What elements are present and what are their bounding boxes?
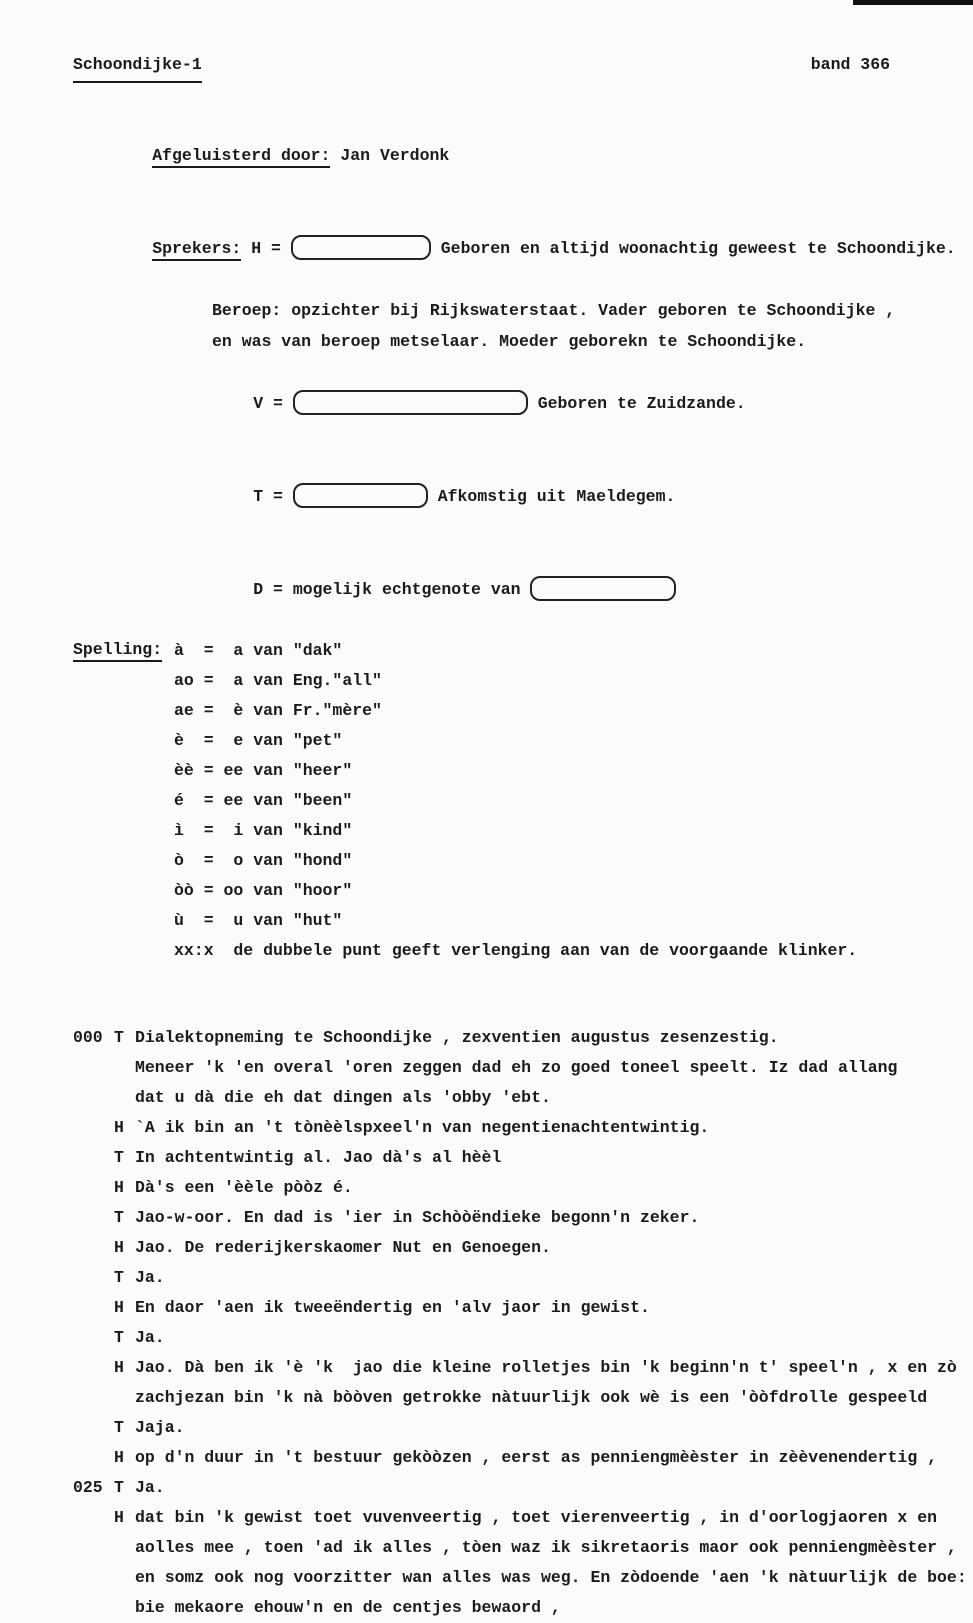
- tape-counter: [73, 1083, 114, 1113]
- spelling-row: xx:x de dubbele punt geeft verlenging aan van de voorgaande klinker.: [174, 941, 858, 960]
- tape-counter: [73, 1533, 114, 1563]
- transcript-row: [73, 1113, 973, 1143]
- speakers-label: Sprekers:: [152, 239, 241, 261]
- utterance-text: Ja.: [135, 1328, 165, 1347]
- speaker-code: T: [114, 1478, 124, 1497]
- utterance-text: `A ik bin an 't tònèèlspxeel'n van negentienachtentwintig.: [135, 1118, 710, 1137]
- spelling-row: ù = u van "hut": [174, 911, 343, 930]
- speaker-v-line: [174, 357, 973, 450]
- spelling-row: é = ee van "been": [174, 791, 353, 810]
- utterance-text: Jaja.: [135, 1418, 185, 1437]
- transcript-row: [73, 1413, 973, 1443]
- spelling-label: Spelling:: [73, 640, 162, 662]
- transcript-row: [73, 1083, 973, 1113]
- utterance-text: en somz ook nog voorzitter wan alles was weg. En zòdoende 'aen 'k nàtuurlijk de boe:: [135, 1568, 967, 1587]
- speaker-code: H: [114, 1358, 124, 1377]
- tape-counter: [73, 1413, 114, 1443]
- speaker-h-prefix: H =: [241, 239, 291, 258]
- speaker-h-beroep-line: Beroep: opzichter bij Rijkswaterstaat. Vader geboren te Schoondijke ,: [212, 301, 896, 320]
- speaker-code: [114, 1083, 135, 1113]
- tape-counter: [73, 1053, 114, 1083]
- spelling-row: ò = o van "hond": [174, 851, 353, 870]
- spelling-row: òò = oo van "hoor": [174, 881, 353, 900]
- speaker-code: T: [114, 1268, 124, 1287]
- utterance-text: En daor 'aen ik tweeëndertig en 'alv jaor in gewist.: [135, 1298, 650, 1317]
- tape-counter: [73, 1143, 114, 1173]
- utterance-text: Dialektopneming te Schoondijke , zexventien augustus zesenzestig.: [135, 1028, 779, 1047]
- speaker-code: T: [114, 1328, 124, 1347]
- transcript-row: [73, 1593, 973, 1623]
- tape-counter: 025: [73, 1478, 103, 1497]
- utterance-text: Jao-w-oor. En dad is 'ier in Schòòëndieke begonn'n zeker.: [135, 1208, 700, 1227]
- utterance-text: dat bin 'k gewist toet vuvenveertig , toet vierenveertig , in d'oorlogjaoren x en: [135, 1508, 938, 1527]
- tape-counter: [73, 1173, 114, 1203]
- speaker-code: H: [114, 1178, 124, 1197]
- transcript-row: [73, 1353, 973, 1383]
- speaker-code: H: [114, 1298, 124, 1317]
- utterance-text: Jao. De rederijkerskaomer Nut en Genoegen.: [135, 1238, 551, 1257]
- speaker-h-description: Geboren en altijd woonachtig geweest te Schoondijke.: [430, 239, 956, 258]
- document-header: [73, 50, 973, 83]
- transcript-row: [73, 1293, 973, 1323]
- speaker-code: [114, 1053, 135, 1083]
- spelling-key-section: [73, 636, 973, 966]
- transcript-row: [73, 1503, 973, 1533]
- spelling-row: ao = a van Eng."all": [174, 671, 382, 690]
- document-title: Schoondijke-1: [73, 50, 202, 83]
- tape-counter: 000: [73, 1028, 103, 1047]
- tape-counter: [73, 1593, 114, 1623]
- speaker-code: T: [114, 1208, 124, 1227]
- tape-counter: [73, 1383, 114, 1413]
- tape-counter: [73, 1323, 114, 1353]
- tape-counter: [73, 1203, 114, 1233]
- speaker-code: T: [114, 1028, 124, 1047]
- transcript-row: [73, 1023, 973, 1053]
- transcript-row: [73, 1533, 973, 1563]
- transcript-row: [73, 1383, 973, 1413]
- redaction-box: [291, 235, 431, 260]
- speaker-v-prefix: V =: [253, 394, 293, 413]
- speaker-code: H: [114, 1238, 124, 1257]
- transcript-row: [73, 1173, 973, 1203]
- speaker-code: H: [114, 1448, 124, 1467]
- listened-by-line: [73, 109, 973, 202]
- speaker-t-description: Afkomstig uit Maeldegem.: [427, 487, 676, 506]
- utterance-text: op d'n duur in 't bestuur gekòòzen , eerst as penniengmèèster in zèèvenendertig ,: [135, 1448, 938, 1467]
- utterance-text: Ja.: [135, 1478, 165, 1497]
- listened-by-value: Jan Verdonk: [330, 146, 450, 165]
- transcript-rows: [73, 1023, 973, 1623]
- spelling-row: ae = è van Fr."mère": [174, 701, 382, 720]
- speaker-d-prefix: D = mogelijk echtgenote van: [253, 580, 531, 599]
- tape-counter: [73, 1563, 114, 1593]
- speaker-code: [114, 1563, 135, 1593]
- scan-edge-mark: [853, 0, 973, 5]
- spelling-row: ì = i van "kind": [174, 821, 353, 840]
- tape-counter: [73, 1263, 114, 1293]
- spelling-list: [73, 636, 973, 966]
- transcript-row: [73, 1263, 973, 1293]
- speaker-code: [114, 1593, 135, 1623]
- utterance-text: Jao. Dà ben ik 'è 'k jao die kleine rolletjes bin 'k beginn'n t' speel'n , x en zò: [135, 1358, 957, 1377]
- utterance-text: Ja.: [135, 1268, 165, 1287]
- utterance-text: Meneer 'k 'en overal 'oren zeggen dad eh zo goed toneel speelt. Iz dad allang: [135, 1058, 898, 1077]
- speaker-h-moeder-line: en was van beroep metselaar. Moeder geborekn te Schoondijke.: [212, 332, 807, 351]
- tape-counter: [73, 1293, 114, 1323]
- speaker-h-line: [73, 202, 973, 295]
- utterance-text: Dà's een 'èèle pòòz é.: [135, 1178, 353, 1197]
- redaction-box: [293, 390, 528, 415]
- speaker-code: H: [114, 1508, 124, 1527]
- redaction-box: [293, 483, 428, 508]
- utterance-text: aolles mee , toen 'ad ik alles , tòen waz ik sikretaoris maor ook penniengmèèster ,: [135, 1538, 957, 1557]
- utterance-text: dat u dà die eh dat dingen als 'obby 'ebt.: [135, 1088, 551, 1107]
- transcript-row: [73, 1053, 973, 1083]
- transcript-row: [73, 1323, 973, 1353]
- spelling-row: à = a van "dak": [174, 641, 343, 660]
- band-number: band 366: [810, 55, 890, 74]
- speaker-code: H: [114, 1118, 124, 1137]
- tape-counter: [73, 1443, 114, 1473]
- utterance-text: In achtentwintig al. Jao dà's al hèèl: [135, 1148, 502, 1167]
- listened-by-label: Afgeluisterd door:: [152, 146, 330, 168]
- speaker-code: [114, 1533, 135, 1563]
- utterance-text: bie mekaore ehouw'n en de centjes bewaord ,: [135, 1598, 561, 1617]
- tape-counter: [73, 1113, 114, 1143]
- speaker-t-line: [174, 450, 973, 543]
- speaker-code: [114, 1383, 135, 1413]
- spelling-row: è = e van "pet": [174, 731, 343, 750]
- transcript-row: [73, 1473, 973, 1503]
- speaker-info-section: [73, 109, 973, 636]
- transcript-row: [73, 1233, 973, 1263]
- transcript-row: [73, 1443, 973, 1473]
- transcript-row: [73, 1203, 973, 1233]
- tape-counter: [73, 1353, 114, 1383]
- tape-counter: [73, 1503, 114, 1533]
- utterance-text: zachjezan bin 'k nà bòòven getrokke nàtuurlijk ook wè is een 'òòfdrolle gespeeld: [135, 1388, 928, 1407]
- speaker-code: T: [114, 1148, 124, 1167]
- speaker-d-line: [174, 543, 973, 636]
- tape-counter: [73, 1233, 114, 1263]
- transcript-section: [73, 1023, 973, 1623]
- speaker-code: T: [114, 1418, 124, 1437]
- speaker-t-prefix: T =: [253, 487, 293, 506]
- redaction-box: [530, 576, 676, 601]
- transcript-row: [73, 1143, 973, 1173]
- transcript-row: [73, 1563, 973, 1593]
- spelling-row: èè = ee van "heer": [174, 761, 353, 780]
- speaker-v-description: Geboren te Zuidzande.: [527, 394, 746, 413]
